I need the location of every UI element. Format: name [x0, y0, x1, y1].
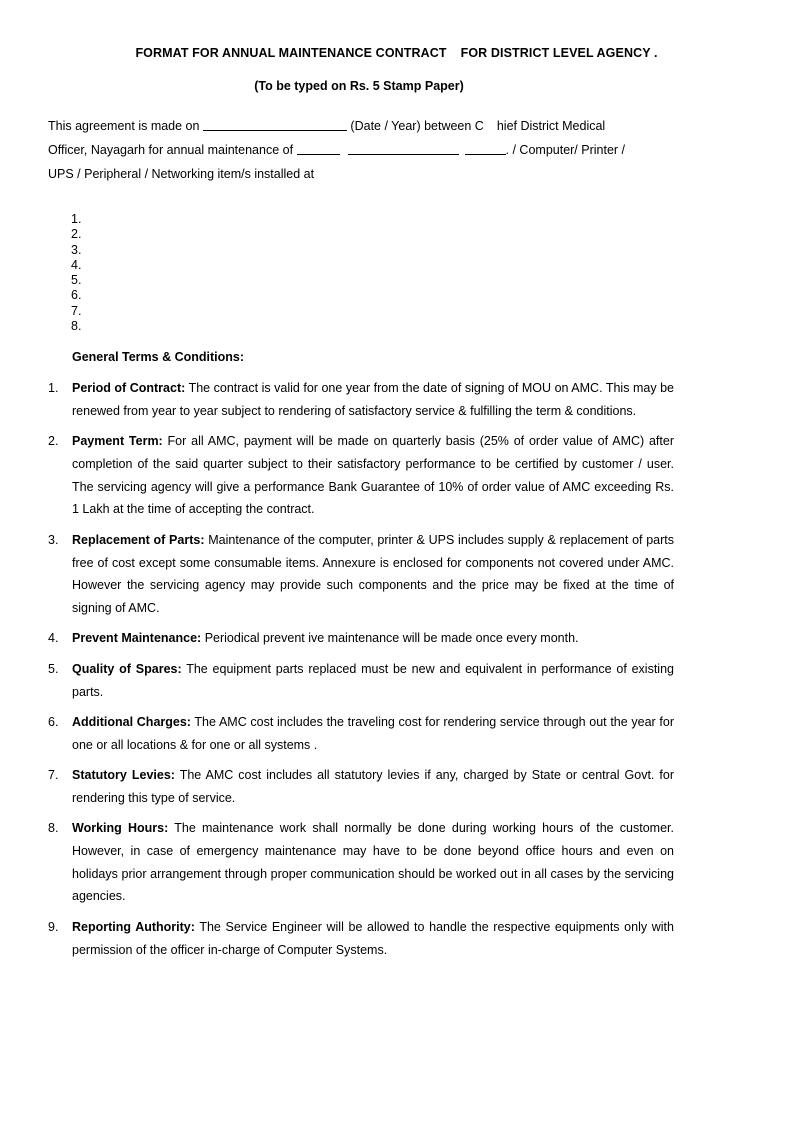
intro-text-2: (Date / Year) between C — [346, 119, 484, 133]
term-reporting-authority — [48, 916, 674, 962]
term-period-of-contract — [48, 377, 674, 423]
intro-text-5: . / Computer/ Printer / — [505, 143, 626, 157]
term-heading: Statutory Levies: — [72, 767, 175, 782]
list-item: 3. — [71, 242, 82, 257]
document-subtitle: (To be typed on Rs. 5 Stamp Paper) — [254, 79, 464, 93]
term-number: 2. — [48, 434, 59, 449]
list-item: 8. — [71, 319, 82, 334]
term-heading: Replacement of Parts: — [72, 532, 205, 547]
term-heading: Payment Term: — [72, 434, 163, 449]
term-number: 5. — [48, 661, 59, 676]
title-part-2: FOR DISTRICT LEVEL AGENCY . — [460, 46, 658, 60]
term-heading: Quality of Spares: — [72, 661, 182, 676]
term-text: The equipment parts replaced must be new and equivalent in performance of existing parts. — [72, 661, 674, 699]
term-working-hours — [48, 817, 674, 908]
list-item: 7. — [71, 303, 82, 318]
list-item: 6. — [71, 288, 82, 303]
term-number: 8. — [48, 821, 59, 836]
agreement-intro — [48, 114, 688, 186]
term-quality-of-spares — [48, 658, 674, 704]
list-item: 2. — [71, 227, 82, 242]
document-title — [0, 46, 793, 60]
list-item: 4. — [71, 257, 82, 272]
term-number: 6. — [48, 714, 59, 729]
term-number: 3. — [48, 532, 59, 547]
date-blank — [203, 118, 347, 131]
term-replacement-of-parts — [48, 529, 674, 620]
intro-text-6: UPS / Peripheral / Networking item/s installed at — [48, 167, 315, 181]
term-number: 7. — [48, 767, 59, 782]
term-number: 9. — [48, 919, 59, 934]
term-text: For all AMC, payment will be made on quarterly basis (25% of order value of AMC) after completion of the said quarter subject to their satisfactory performance to be certified by customer / user. The servicing agency will give a performance Bank Guarantee of 10% of order value of AMC exceeding Rs. 1 Lakh at the time of accepting the contract. — [72, 434, 674, 517]
term-additional-charges — [48, 711, 674, 757]
item-blank-2 — [348, 142, 459, 155]
list-item: 1. — [71, 212, 82, 226]
item-blank-1 — [297, 142, 340, 155]
term-heading: Additional Charges: — [72, 714, 191, 729]
term-payment-term — [48, 430, 674, 521]
terms-list — [48, 377, 674, 969]
term-number: 4. — [48, 631, 59, 646]
term-text: The maintenance work shall normally be done during working hours of the customer. However, in case of emergency maintenance may have to be done beyond office hours and even on holidays prior arrangement through proper communication should be worked out in all cases by the servicing agencies. — [72, 821, 674, 904]
installed-items-list — [71, 212, 81, 334]
term-heading: Prevent Maintenance: — [72, 631, 202, 646]
intro-text-4: Officer, Nayagarh for annual maintenance of — [48, 143, 297, 157]
term-text: Periodical prevent ive maintenance will be made once every month. — [201, 631, 579, 646]
term-text: The Service Engineer will be allowed to handle the respective equipments only with permission of the officer in-charge of Computer Systems. — [72, 919, 674, 957]
list-item: 5. — [71, 273, 82, 288]
term-statutory-levies — [48, 764, 674, 810]
term-text: Maintenance of the computer, printer & UPS includes supply & replacement of parts free of cost except some consumable items. Annexure is enclosed for components not covered under AMC. However the servicing agency may provide such components and the price may be fixed at the time of signing of AMC. — [72, 532, 675, 616]
intro-text-1: This agreement is made on — [48, 119, 203, 133]
item-blank-3 — [465, 142, 506, 155]
term-text: The contract is valid for one year from the date of signing of MOU on AMC. This may be renewed from year to year subject to rendering of satisfactory service & fulfilling the term & conditions. — [72, 381, 674, 418]
term-heading: Period of Contract: — [72, 381, 186, 395]
title-part-1: FORMAT FOR ANNUAL MAINTENANCE CONTRACT — [135, 46, 447, 60]
term-text: The AMC cost includes the traveling cost for rendering service through out the year for one or all locations & for one or all systems . — [72, 714, 674, 752]
term-number: 1. — [48, 381, 59, 395]
term-prevent-maintenance — [48, 627, 674, 650]
intro-text-3: hief District Medical — [496, 119, 606, 133]
term-heading: Working Hours: — [72, 821, 169, 836]
term-text: The AMC cost includes all statutory levies if any, charged by State or central Govt. for rendering this type of service. — [72, 767, 674, 805]
term-heading: Reporting Authority: — [72, 919, 195, 934]
general-terms-heading: General Terms & Conditions: — [72, 350, 245, 364]
